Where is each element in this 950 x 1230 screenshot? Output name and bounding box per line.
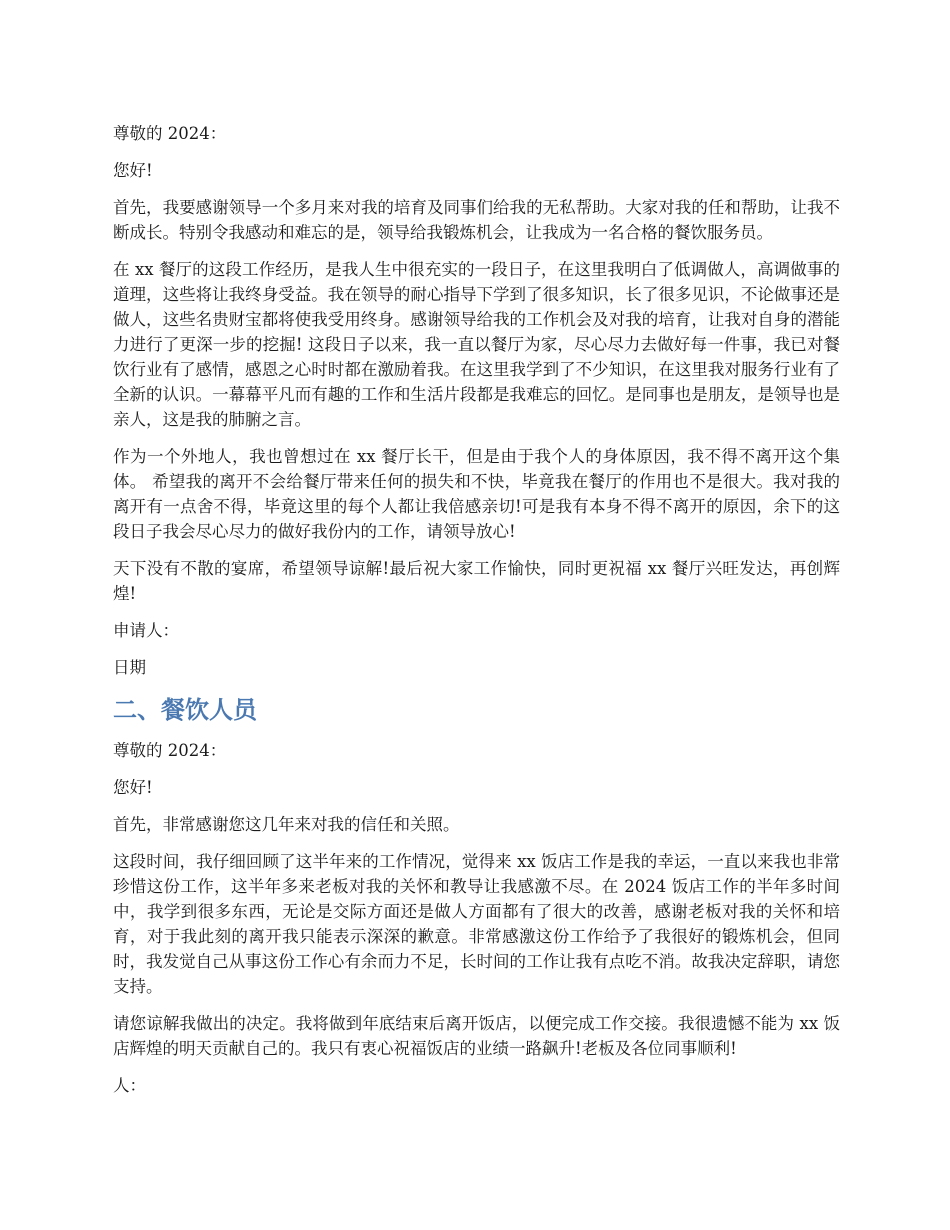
- letter1-date: 日期: [113, 658, 146, 677]
- letter2-signer: 人：: [113, 1076, 146, 1095]
- letter2-hello: 您好!: [113, 778, 153, 797]
- letter1-paragraph-1: 首先，我要感谢领导一个多月来对我的培育及同事们给我的无私帮助。大家对我的任和帮助，让我不断成长。特别令我感动和难忘的是，领导给我锻炼机会，让我成为一名合格的餐饮服务员。: [113, 198, 840, 242]
- letter2-paragraph-1: 首先，非常感谢您这几年来对我的信任和关照。: [113, 815, 460, 834]
- letter1-paragraph-3: 作为一个外地人，我也曾想过在 xx 餐厅长干，但是由于我个人的身体原因，我不得不离开这个集体。 希望我的离开不会给餐厅带来任何的损失和不快，毕竟我在餐厅的作用也不是很大。我对我的离开有一点舍不得，毕竟这里的每个人都让我倍感亲切!可是我有本身不得不离开的原因，余下的这段日子我会尽心尽力的做好我份内的工作，请领导放心!: [113, 447, 840, 541]
- letter2-greeting: 尊敬的 2024：: [113, 741, 227, 760]
- letter1-paragraph-4: 天下没有不散的宴席，希望领导谅解!最后祝大家工作愉快，同时更祝福 xx 餐厅兴旺发达，再创辉煌!: [113, 559, 840, 603]
- letter1-applicant: 申请人：: [113, 621, 179, 640]
- letter2-paragraph-2: 这段时间，我仔细回顾了这半年来的工作情况，觉得来 xx 饭店工作是我的幸运，一直以来我也非常珍惜这份工作，这半年多来老板对我的关怀和教导让我感激不尽。在 2024 饭店工作的半年多时间中，我学到很多东西，无论是交际方面还是做人方面都有了很大的改善，感谢老板对我的关怀和培育，对于我此刻的离开我只能表示深深的歉意。非常感激这份工作给予了我很好的锻炼机会，但同时，我发觉自己从事这份工作心有余而力不足，长时间的工作让我有点吃不消。故我决定辞职，请您支持。: [113, 852, 840, 996]
- letter1-hello: 您好!: [113, 161, 153, 180]
- letter1-paragraph-2: 在 xx 餐厅的这段工作经历，是我人生中很充实的一段日子，在这里我明白了低调做人，高调做事的道理，这些将让我终身受益。我在领导的耐心指导下学到了很多知识，长了很多见识，不论做事还是做人，这些名贵财宝都将使我受用终身。感谢领导给我的工作机会及对我的培育，让我对自身的潜能力进行了更深一步的挖掘! 这段日子以来，我一直以餐厅为家，尽心尽力去做好每一件事，我已对餐饮行业有了感情，感恩之心时时都在激励着我。在这里我学到了不少知识，在这里我对服务行业有了全新的认识。一幕幕平凡而有趣的工作和生活片段都是我难忘的回忆。是同事也是朋友，是领导也是亲人，这是我的肺腑之言。: [113, 260, 840, 429]
- document-page: [113, 121, 840, 1110]
- letter2-paragraph-3: 请您谅解我做出的决定。我将做到年底结束后离开饭店，以便完成工作交接。我很遗憾不能为 xx 饭店辉煌的明天贡献自己的。我只有衷心祝福饭店的业绩一路飙升!老板及各位同事顺利!: [113, 1014, 840, 1058]
- section-heading: 二、餐饮人员: [113, 696, 257, 724]
- letter1-greeting: 尊敬的 2024：: [113, 124, 227, 143]
